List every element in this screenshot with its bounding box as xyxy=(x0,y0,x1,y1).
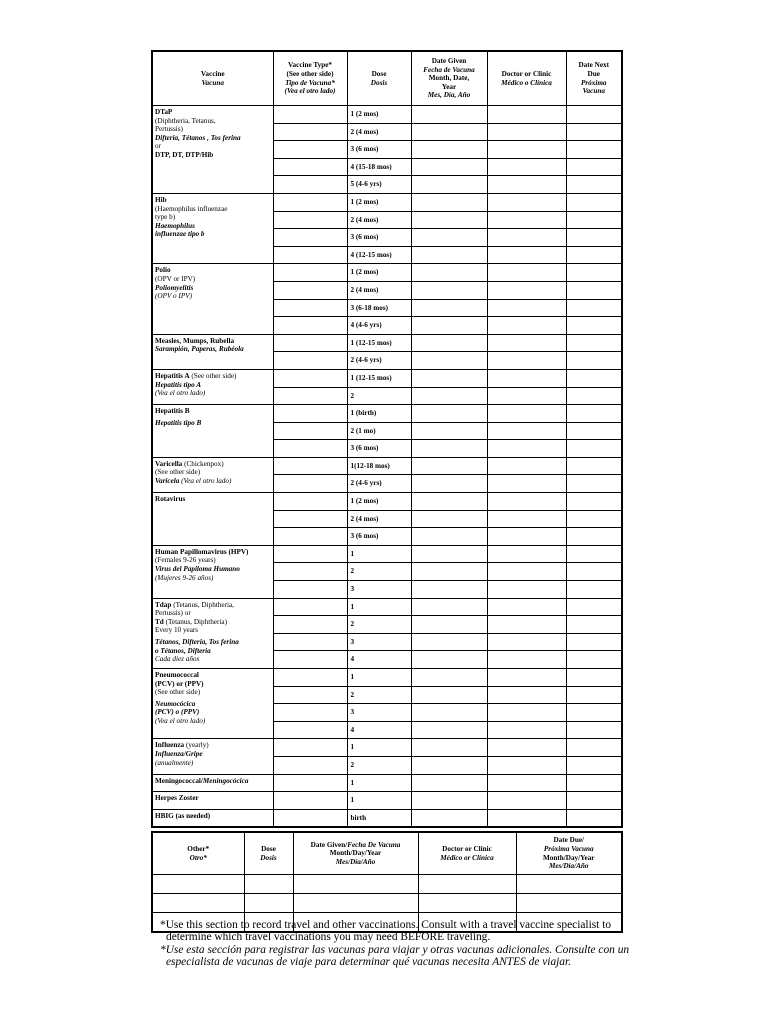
vaccine-type-cell[interactable] xyxy=(273,475,347,493)
vaccine-type-cell[interactable] xyxy=(273,598,347,616)
date-given-cell[interactable] xyxy=(411,739,487,757)
dose-label: 2 (4 mos) xyxy=(347,211,411,229)
date-next-due-cell[interactable] xyxy=(566,669,622,687)
date-given-cell[interactable] xyxy=(411,352,487,370)
vaccine-name: Meningococcal/ xyxy=(155,776,203,785)
dose-label: 2 xyxy=(347,686,411,704)
date-given-cell[interactable] xyxy=(411,334,487,352)
date-given-cell[interactable] xyxy=(411,264,487,282)
vaccine-type-cell[interactable] xyxy=(273,193,347,211)
vaccine-row-mmr xyxy=(152,334,622,352)
date-next-due-cell[interactable] xyxy=(566,387,622,405)
vaccine-type-cell[interactable] xyxy=(273,387,347,405)
dose-label: 1 xyxy=(347,669,411,687)
date-next-due-cell[interactable] xyxy=(566,563,622,581)
date-next-due-cell[interactable] xyxy=(566,211,622,229)
other-dose-cell[interactable] xyxy=(244,894,293,913)
date-next-due-cell[interactable] xyxy=(566,739,622,757)
dose-label: 1 xyxy=(347,792,411,810)
doctor-cell[interactable] xyxy=(487,545,566,563)
doctor-cell[interactable] xyxy=(487,510,566,528)
doctor-cell[interactable] xyxy=(487,457,566,475)
vaccine-name: Measles, Mumps, Rubella xyxy=(155,336,235,345)
header-date-given: Date Given Fecha de Vacuna Month, Date, Year Mes, Día, Año xyxy=(411,51,487,106)
other-date-given-cell[interactable] xyxy=(293,875,418,894)
date-next-due-cell[interactable] xyxy=(566,193,622,211)
date-next-due-cell[interactable] xyxy=(566,106,622,124)
vaccine-label-varicella: Varicella (Chickenpox) (See other side) Varicela (Vea el otro lado) xyxy=(152,457,273,492)
vaccine-name: Polio xyxy=(155,266,171,275)
vaccine-type-cell[interactable] xyxy=(273,123,347,141)
date-next-due-cell[interactable] xyxy=(566,493,622,511)
date-next-due-cell[interactable] xyxy=(566,264,622,282)
date-given-cell[interactable] xyxy=(411,106,487,124)
dose-label: 3 (6 mos) xyxy=(347,528,411,546)
vaccine-row-influenza xyxy=(152,739,622,757)
dose-label: 1 (2 mos) xyxy=(347,106,411,124)
dose-label: 3 xyxy=(347,633,411,651)
date-next-due-cell[interactable] xyxy=(566,475,622,493)
date-given-cell[interactable] xyxy=(411,563,487,581)
immunization-record-table xyxy=(151,50,623,828)
doctor-cell[interactable] xyxy=(487,563,566,581)
date-given-cell[interactable] xyxy=(411,686,487,704)
vaccine-row-varicella xyxy=(152,457,622,475)
vaccine-row-hepb xyxy=(152,405,622,423)
doctor-cell[interactable] xyxy=(487,581,566,599)
vaccine-type-cell[interactable] xyxy=(273,774,347,792)
vaccine-name: DTaP xyxy=(155,108,173,116)
other-row xyxy=(152,894,622,913)
footnote xyxy=(160,919,630,969)
header-other: Other* Otro* xyxy=(152,832,244,875)
vaccine-label-hepa: Hepatitis A (See other side) Hepatitis tipo A (Vea el otro lado) xyxy=(152,369,273,404)
dose-label: 3 (6 mos) xyxy=(347,229,411,247)
dose-label: 3 (6 mos) xyxy=(347,440,411,458)
dose-label: 1 (2 mos) xyxy=(347,264,411,282)
doctor-cell[interactable] xyxy=(487,633,566,651)
vaccine-type-cell[interactable] xyxy=(273,264,347,282)
vaccine-name: Human Papillomavirus (HPV) xyxy=(155,547,249,556)
dose-label: birth xyxy=(347,809,411,827)
date-next-due-cell[interactable] xyxy=(566,334,622,352)
vaccine-type-cell[interactable] xyxy=(273,545,347,563)
vaccine-type-cell[interactable] xyxy=(273,405,347,423)
date-given-cell[interactable] xyxy=(411,633,487,651)
other-row xyxy=(152,875,622,894)
doctor-cell[interactable] xyxy=(487,686,566,704)
date-next-due-cell[interactable] xyxy=(566,704,622,722)
date-given-cell[interactable] xyxy=(411,141,487,159)
doctor-cell[interactable] xyxy=(487,493,566,511)
other-name-cell[interactable] xyxy=(152,894,244,913)
date-given-cell[interactable] xyxy=(411,651,487,669)
other-date-due-cell[interactable] xyxy=(516,894,622,913)
vaccine-label-herpes xyxy=(152,792,273,810)
dose-label: 2 xyxy=(347,756,411,774)
date-given-cell[interactable] xyxy=(411,123,487,141)
dose-label: 1 (12-15 mos) xyxy=(347,334,411,352)
date-next-due-cell[interactable] xyxy=(566,581,622,599)
date-given-cell[interactable] xyxy=(411,792,487,810)
vaccine-name: Influenza xyxy=(155,741,185,750)
doctor-cell[interactable] xyxy=(487,387,566,405)
dose-label: 2 (4 mos) xyxy=(347,510,411,528)
date-given-cell[interactable] xyxy=(411,616,487,634)
date-given-cell[interactable] xyxy=(411,809,487,827)
vaccine-type-cell[interactable] xyxy=(273,369,347,387)
date-next-due-cell[interactable] xyxy=(566,721,622,739)
vaccine-type-cell[interactable] xyxy=(273,651,347,669)
date-next-due-cell[interactable] xyxy=(566,756,622,774)
date-next-due-cell[interactable] xyxy=(566,686,622,704)
vaccine-type-cell[interactable] xyxy=(273,317,347,335)
vaccine-row-hpv xyxy=(152,545,622,563)
date-given-cell[interactable] xyxy=(411,317,487,335)
date-next-due-cell[interactable] xyxy=(566,158,622,176)
dose-label: 4 xyxy=(347,651,411,669)
vaccine-type-cell[interactable] xyxy=(273,246,347,264)
dose-label: 3 (6-18 mos) xyxy=(347,299,411,317)
doctor-cell[interactable] xyxy=(487,721,566,739)
header-date-next-due: Date Next Due Próxima Vacuna xyxy=(566,51,622,106)
vaccine-type-cell[interactable] xyxy=(273,721,347,739)
dose-label: 3 xyxy=(347,581,411,599)
dose-label: 1 (2 mos) xyxy=(347,193,411,211)
dose-label: 2 (4-6 yrs) xyxy=(347,352,411,370)
doctor-cell[interactable] xyxy=(487,651,566,669)
vaccine-type-cell[interactable] xyxy=(273,528,347,546)
dose-label: 4 (15-18 mos) xyxy=(347,158,411,176)
vaccine-type-cell[interactable] xyxy=(273,581,347,599)
date-given-cell[interactable] xyxy=(411,387,487,405)
doctor-cell[interactable] xyxy=(487,669,566,687)
date-given-cell[interactable] xyxy=(411,756,487,774)
date-next-due-cell[interactable] xyxy=(566,176,622,194)
vaccine-type-cell[interactable] xyxy=(273,457,347,475)
date-next-due-cell[interactable] xyxy=(566,317,622,335)
vaccine-type-cell[interactable] xyxy=(273,809,347,827)
dose-label: 5 (4-6 yrs) xyxy=(347,176,411,194)
date-next-due-cell[interactable] xyxy=(566,299,622,317)
date-given-cell[interactable] xyxy=(411,581,487,599)
doctor-cell[interactable] xyxy=(487,528,566,546)
date-next-due-cell[interactable] xyxy=(566,774,622,792)
other-vaccinations-table xyxy=(151,831,623,933)
doctor-cell[interactable] xyxy=(487,334,566,352)
header-vaccine-type: Vaccine Type* (See other side) Tipo de Vacuna* (Vea el otro lado) xyxy=(273,51,347,106)
date-given-cell[interactable] xyxy=(411,158,487,176)
vaccine-label-tdap: Tdap (Tetanus, Diphtheria, Pertussis) or Td (Tetanus, Diphtheria) Every 10 years Tétanos, Difteria, Tos ferina o Tétanos, Difteria Cada diez años xyxy=(152,598,273,668)
doctor-cell[interactable] xyxy=(487,264,566,282)
date-given-cell[interactable] xyxy=(411,281,487,299)
doctor-cell[interactable] xyxy=(487,176,566,194)
date-given-cell[interactable] xyxy=(411,721,487,739)
vaccine-name: Hepatitis A xyxy=(155,371,190,380)
header-other-date-given: Date Given/Fecha De Vacuna Month/Day/Year Mes/Día/Año xyxy=(293,832,418,875)
dose-label: 1(12-18 mos) xyxy=(347,457,411,475)
vaccine-label-mmr: Measles, Mumps, Rubella Sarampión, Paperas, Rubéola xyxy=(152,334,273,369)
dose-label: 1 (12-15 mos) xyxy=(347,369,411,387)
doctor-cell[interactable] xyxy=(487,774,566,792)
vaccine-name: HBIG (as needed) xyxy=(155,811,211,820)
doctor-cell[interactable] xyxy=(487,422,566,440)
vaccine-type-cell[interactable] xyxy=(273,686,347,704)
header-other-dose: Dose Dosis xyxy=(244,832,293,875)
vaccine-type-cell[interactable] xyxy=(273,158,347,176)
dose-label: 4 (12-15 mos) xyxy=(347,246,411,264)
doctor-cell[interactable] xyxy=(487,739,566,757)
doctor-cell[interactable] xyxy=(487,756,566,774)
doctor-cell[interactable] xyxy=(487,246,566,264)
vaccine-name: Hib xyxy=(155,195,167,204)
vaccine-type-cell[interactable] xyxy=(273,352,347,370)
date-given-cell[interactable] xyxy=(411,457,487,475)
vaccine-name: Pneumococcal xyxy=(155,671,199,679)
date-given-cell[interactable] xyxy=(411,774,487,792)
vaccine-label-hpv: Human Papillomavirus (HPV) (Females 9-26 years) Virus del Papiloma Humano (Mujeres 9-26 años) xyxy=(152,545,273,598)
header-doctor: Doctor or Clinic Médico o Clínica xyxy=(487,51,566,106)
dose-label: 4 (4-6 yrs) xyxy=(347,317,411,335)
vaccine-row-hbig xyxy=(152,809,622,827)
date-given-cell[interactable] xyxy=(411,229,487,247)
vaccine-type-cell[interactable] xyxy=(273,493,347,511)
vaccine-label-polio: Polio (OPV or IPV) Poliomyelitis (OPV o IPV) xyxy=(152,264,273,334)
doctor-cell[interactable] xyxy=(487,141,566,159)
other-doctor-cell[interactable] xyxy=(418,875,516,894)
vaccine-type-cell[interactable] xyxy=(273,334,347,352)
vaccine-row-pneumo xyxy=(152,669,622,687)
vaccine-name: Tdap xyxy=(155,600,172,609)
vaccine-type-cell[interactable] xyxy=(273,281,347,299)
vaccine-name: Rotavirus xyxy=(155,495,186,504)
header-other-date-due: Date Due/ Próxima Vacuna Month/Day/Year Mes/Día/Año xyxy=(516,832,622,875)
vaccine-type-cell[interactable] xyxy=(273,299,347,317)
other-dose-cell[interactable] xyxy=(244,875,293,894)
dose-label: 1 (2 mos) xyxy=(347,493,411,511)
vaccine-label-hib: Hib (Haemophilus influenzae type b) Haemophilus influenzae tipo b xyxy=(152,193,273,263)
vaccine-name: Varicella xyxy=(155,459,183,468)
date-given-cell[interactable] xyxy=(411,299,487,317)
date-next-due-cell[interactable] xyxy=(566,246,622,264)
doctor-cell[interactable] xyxy=(487,299,566,317)
date-given-cell[interactable] xyxy=(411,704,487,722)
date-given-cell[interactable] xyxy=(411,669,487,687)
date-given-cell[interactable] xyxy=(411,528,487,546)
doctor-cell[interactable] xyxy=(487,405,566,423)
date-given-cell[interactable] xyxy=(411,475,487,493)
dose-label: 2 (4 mos) xyxy=(347,281,411,299)
vaccine-type-cell[interactable] xyxy=(273,440,347,458)
date-next-due-cell[interactable] xyxy=(566,123,622,141)
vaccine-row-polio xyxy=(152,264,622,282)
other-date-due-cell[interactable] xyxy=(516,875,622,894)
date-next-due-cell[interactable] xyxy=(566,405,622,423)
vaccine-label-mening: Meningococcal/Meningocócica xyxy=(152,774,273,792)
footnote-spanish: *Use esta sección para registrar las vacunas para viajar y otras vacunas adicionales. Consulte con un especialista de vacunas de viaje para determinar qué vacunas necesita ANTES de viajar. xyxy=(160,943,630,969)
vaccine-type-cell[interactable] xyxy=(273,106,347,124)
date-next-due-cell[interactable] xyxy=(566,616,622,634)
dose-label: 3 xyxy=(347,704,411,722)
doctor-cell[interactable] xyxy=(487,158,566,176)
dose-label: 1 xyxy=(347,545,411,563)
vaccine-label-hbig xyxy=(152,809,273,827)
doctor-cell[interactable] xyxy=(487,369,566,387)
vaccine-type-cell[interactable] xyxy=(273,510,347,528)
doctor-cell[interactable] xyxy=(487,809,566,827)
header-other-doctor: Doctor or Clinic Médico or Clínica xyxy=(418,832,516,875)
dose-label: 1 xyxy=(347,598,411,616)
vaccine-label-rotavirus xyxy=(152,493,273,546)
header-vaccine: Vaccine Vacuna xyxy=(152,51,273,106)
vaccine-label-influenza: Influenza (yearly) Influenza/Gripe (anualmente) xyxy=(152,739,273,774)
vaccine-type-cell[interactable] xyxy=(273,616,347,634)
date-given-cell[interactable] xyxy=(411,510,487,528)
date-next-due-cell[interactable] xyxy=(566,633,622,651)
doctor-cell[interactable] xyxy=(487,440,566,458)
doctor-cell[interactable] xyxy=(487,475,566,493)
date-given-cell[interactable] xyxy=(411,246,487,264)
doctor-cell[interactable] xyxy=(487,598,566,616)
doctor-cell[interactable] xyxy=(487,352,566,370)
other-doctor-cell[interactable] xyxy=(418,894,516,913)
date-next-due-cell[interactable] xyxy=(566,651,622,669)
vaccine-label-pneumo: Pneumococcal (PCV) or (PPV) (See other side) Neumocócica (PCV) o (PPV) (Vea el otro lado) xyxy=(152,669,273,739)
date-given-cell[interactable] xyxy=(411,422,487,440)
vaccine-type-cell[interactable] xyxy=(273,229,347,247)
other-name-cell[interactable] xyxy=(152,875,244,894)
vaccine-type-cell[interactable] xyxy=(273,422,347,440)
date-given-cell[interactable] xyxy=(411,440,487,458)
date-next-due-cell[interactable] xyxy=(566,598,622,616)
dose-label: 2 (4-6 yrs) xyxy=(347,475,411,493)
vaccine-type-cell[interactable] xyxy=(273,141,347,159)
date-next-due-cell[interactable] xyxy=(566,352,622,370)
vaccine-name: Herpes Zoster xyxy=(155,794,199,803)
vaccine-row-hib xyxy=(152,193,622,211)
date-next-due-cell[interactable] xyxy=(566,528,622,546)
doctor-cell[interactable] xyxy=(487,704,566,722)
date-next-due-cell[interactable] xyxy=(566,440,622,458)
date-given-cell[interactable] xyxy=(411,211,487,229)
dose-label: 2 xyxy=(347,616,411,634)
vaccine-type-cell[interactable] xyxy=(273,704,347,722)
vaccine-type-cell[interactable] xyxy=(273,792,347,810)
date-next-due-cell[interactable] xyxy=(566,510,622,528)
vaccine-type-cell[interactable] xyxy=(273,756,347,774)
date-given-cell[interactable] xyxy=(411,369,487,387)
vaccine-row-dtap xyxy=(152,106,622,124)
vaccine-row-tdap xyxy=(152,598,622,616)
date-next-due-cell[interactable] xyxy=(566,809,622,827)
date-given-cell[interactable] xyxy=(411,405,487,423)
header-dose: Dose Dosis xyxy=(347,51,411,106)
vaccine-row-mening xyxy=(152,774,622,792)
doctor-cell[interactable] xyxy=(487,281,566,299)
vaccine-row-rotavirus xyxy=(152,493,622,511)
doctor-cell[interactable] xyxy=(487,792,566,810)
dose-label: 2 (1 mo) xyxy=(347,422,411,440)
date-next-due-cell[interactable] xyxy=(566,422,622,440)
vaccine-type-cell[interactable] xyxy=(273,739,347,757)
doctor-cell[interactable] xyxy=(487,211,566,229)
doctor-cell[interactable] xyxy=(487,123,566,141)
vaccine-name: Hepatitis B xyxy=(155,407,190,416)
date-next-due-cell[interactable] xyxy=(566,792,622,810)
dose-label: 1 xyxy=(347,774,411,792)
date-given-cell[interactable] xyxy=(411,493,487,511)
dose-label: 2 xyxy=(347,563,411,581)
vaccine-label-hepb: Hepatitis B Hepatitis tipo B xyxy=(152,405,273,458)
date-given-cell[interactable] xyxy=(411,598,487,616)
footnote-english: *Use this section to record travel and other vaccinations. Consult with a travel vaccine specialist to determine which travel vaccinations you may need BEFORE traveling. xyxy=(160,919,612,944)
dose-label: 4 xyxy=(347,721,411,739)
vaccine-type-cell[interactable] xyxy=(273,176,347,194)
dose-label: 3 (6 mos) xyxy=(347,141,411,159)
vaccine-type-cell[interactable] xyxy=(273,211,347,229)
date-next-due-cell[interactable] xyxy=(566,545,622,563)
date-next-due-cell[interactable] xyxy=(566,369,622,387)
doctor-cell[interactable] xyxy=(487,317,566,335)
vaccine-label-dtap: DTaP (Diphtheria, Tetanus, Pertussis) Difteria, Tétanos , Tos ferina or DTP, DT, DTP/Hib xyxy=(152,106,273,194)
date-given-cell[interactable] xyxy=(411,176,487,194)
doctor-cell[interactable] xyxy=(487,106,566,124)
vaccine-row-hepa xyxy=(152,369,622,387)
dose-label: 2 xyxy=(347,387,411,405)
vaccine-type-cell[interactable] xyxy=(273,563,347,581)
vaccine-type-cell[interactable] xyxy=(273,669,347,687)
dose-label: 1 xyxy=(347,739,411,757)
doctor-cell[interactable] xyxy=(487,616,566,634)
dose-label: 2 (4 mos) xyxy=(347,123,411,141)
doctor-cell[interactable] xyxy=(487,229,566,247)
dose-label: 1 (birth) xyxy=(347,405,411,423)
date-given-cell[interactable] xyxy=(411,545,487,563)
doctor-cell[interactable] xyxy=(487,193,566,211)
date-given-cell[interactable] xyxy=(411,193,487,211)
date-next-due-cell[interactable] xyxy=(566,281,622,299)
vaccine-row-herpes xyxy=(152,792,622,810)
other-date-given-cell[interactable] xyxy=(293,894,418,913)
date-next-due-cell[interactable] xyxy=(566,141,622,159)
vaccine-type-cell[interactable] xyxy=(273,633,347,651)
date-next-due-cell[interactable] xyxy=(566,229,622,247)
date-next-due-cell[interactable] xyxy=(566,457,622,475)
